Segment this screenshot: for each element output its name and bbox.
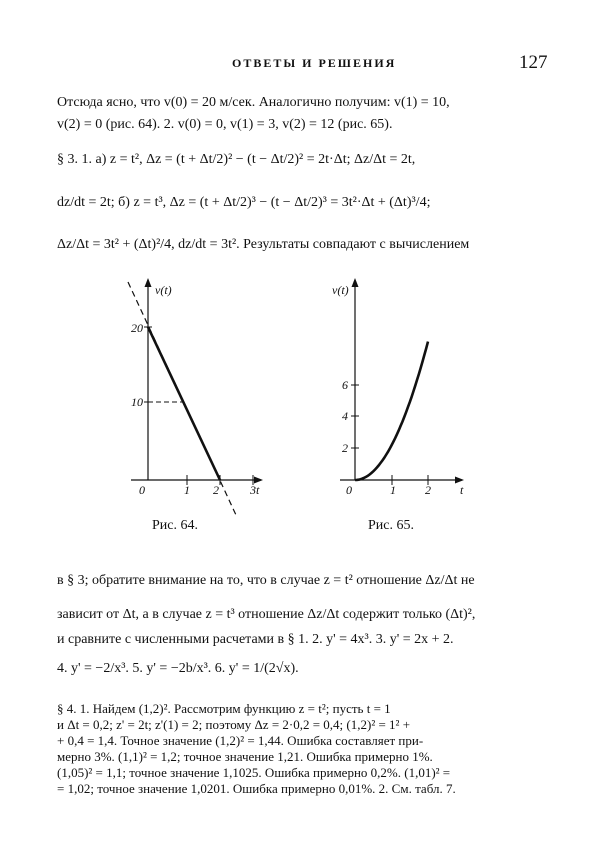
text-line-4: dz/dt = 2t; б) z = t³, Δz = (t + Δt/2)³ − (t − Δt/2)³ = 3t²·Δt + (Δt)³/4; (57, 195, 431, 210)
y-axis-arrow (352, 278, 359, 287)
xtick-label-2: 2 (213, 483, 219, 497)
page-number: 127 (519, 52, 548, 73)
origin-label: 0 (346, 483, 352, 497)
text-line-8: и сравните с численными расчетами в § 1. 2. y' = 4x³. 3. y' = 2x + 2. (57, 632, 454, 647)
ytick-label-4: 4 (342, 409, 348, 423)
figure-65 (330, 272, 470, 522)
x-axis-label: t (460, 483, 464, 497)
text-line-11: и Δt = 0,2; z' = 2t; z'(1) = 2; поэтому Δz = 2·0,2 = 0,4; (1,2)² = 1² + (57, 717, 411, 732)
text-line-12: + 0,4 = 1,4. Точное значение (1,2)² = 1,44. Ошибка составляет при- (57, 733, 424, 748)
text-line-2: v(2) = 0 (рис. 64). 2. v(0) = 0, v(1) = 3, v(2) = 12 (рис. 65). (57, 117, 393, 132)
text-line-5: Δz/Δt = 3t² + (Δt)²/4, dz/dt = 3t². Результаты совпадают с вычислением (57, 237, 470, 252)
xtick-label-1: 1 (184, 483, 190, 497)
y-axis-arrow (145, 278, 152, 287)
text-line-6: в § 3; обратите внимание на то, что в случае z = t² отношение Δz/Δt не (57, 573, 475, 588)
text-line-14: (1,05)² = 1,1; точное значение 1,1025. Ошибка примерно 0,2%. (1,01)² = (57, 765, 451, 780)
ytick-label-2: 2 (342, 441, 348, 455)
ytick-label-20: 20 (131, 321, 143, 335)
xtick-label-2: 2 (425, 483, 431, 497)
text-line-15: = 1,02; точное значение 1,0201. Ошибка примерно 0,01%. 2. См. табл. 7. (57, 781, 456, 796)
text-line-3: § 3. 1. а) z = t², Δz = (t + Δt/2)² − (t − Δt/2)² = 2t·Δt; Δz/Δt = 2t, (57, 152, 416, 167)
text-line-1: Отсюда ясно, что v(0) = 20 м/сек. Аналогично получим: v(1) = 10, (57, 95, 450, 110)
xtick-label-1: 1 (390, 483, 396, 497)
ytick-label-6: 6 (342, 378, 348, 392)
running-header: ОТВЕТЫ И РЕШЕНИЯ (232, 56, 397, 70)
velocity-curve (355, 342, 428, 480)
caption-fig-65: Рис. 65. (368, 518, 414, 533)
text-line-9: 4. y' = −2/x³. 5. y' = −2b/x³. 6. y' = 1/(2√x). (57, 661, 299, 676)
y-axis-label: v(t) (332, 283, 349, 297)
text-line-13: мерно 3%. (1,1)² = 1,2; точное значение 1,21. Ошибка примерно 1%. (57, 749, 433, 764)
text-line-10: § 4. 1. Найдем (1,2)². Рассмотрим функцию z = t²; пусть t = 1 (57, 701, 391, 716)
text-line-7: зависит от Δt, а в случае z = t³ отношение Δz/Δt содержит только (Δt)², (57, 607, 476, 622)
caption-fig-64: Рис. 64. (152, 518, 198, 533)
y-axis-label: v(t) (155, 283, 172, 297)
figure-64 (113, 272, 263, 522)
xtick-label-3: 3 (250, 483, 256, 497)
velocity-line (148, 327, 220, 480)
x-axis-label: t (256, 483, 260, 497)
origin-label: 0 (139, 483, 145, 497)
ytick-label-10: 10 (131, 395, 143, 409)
